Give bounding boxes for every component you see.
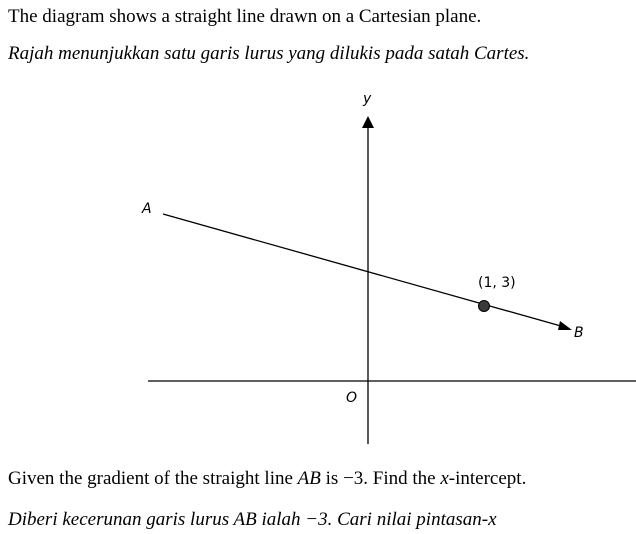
question-part1: Given the gradient of the straight line <box>8 468 298 489</box>
y-axis-label: y <box>363 91 372 107</box>
line-ab-arrow-icon <box>558 321 572 330</box>
point-a-label: A <box>142 201 152 217</box>
origin-label: O <box>346 390 358 406</box>
question-text-malay: Diberi kecerunan garis lurus AB ialah −3. Cari nilai pintasan-x <box>8 509 497 530</box>
point-1-3-label: (1, 3) <box>478 275 516 291</box>
y-axis-arrow-icon <box>362 116 374 128</box>
point-b-label: B <box>574 325 584 341</box>
point-1-3-marker <box>479 301 490 312</box>
intro-text-malay: Rajah menunjukkan satu garis lurus yang dilukis pada satah Cartes. <box>8 43 530 64</box>
question-text-english <box>8 469 526 488</box>
question-part3: -intercept. <box>448 468 527 489</box>
line-ab <box>163 214 568 328</box>
question-line-name: AB <box>297 468 321 489</box>
intro-text-english: The diagram shows a straight line drawn on a Cartesian plane. <box>8 6 482 27</box>
question-part2: is −3. Find the <box>320 468 441 489</box>
question-axis-var: x <box>440 468 449 489</box>
